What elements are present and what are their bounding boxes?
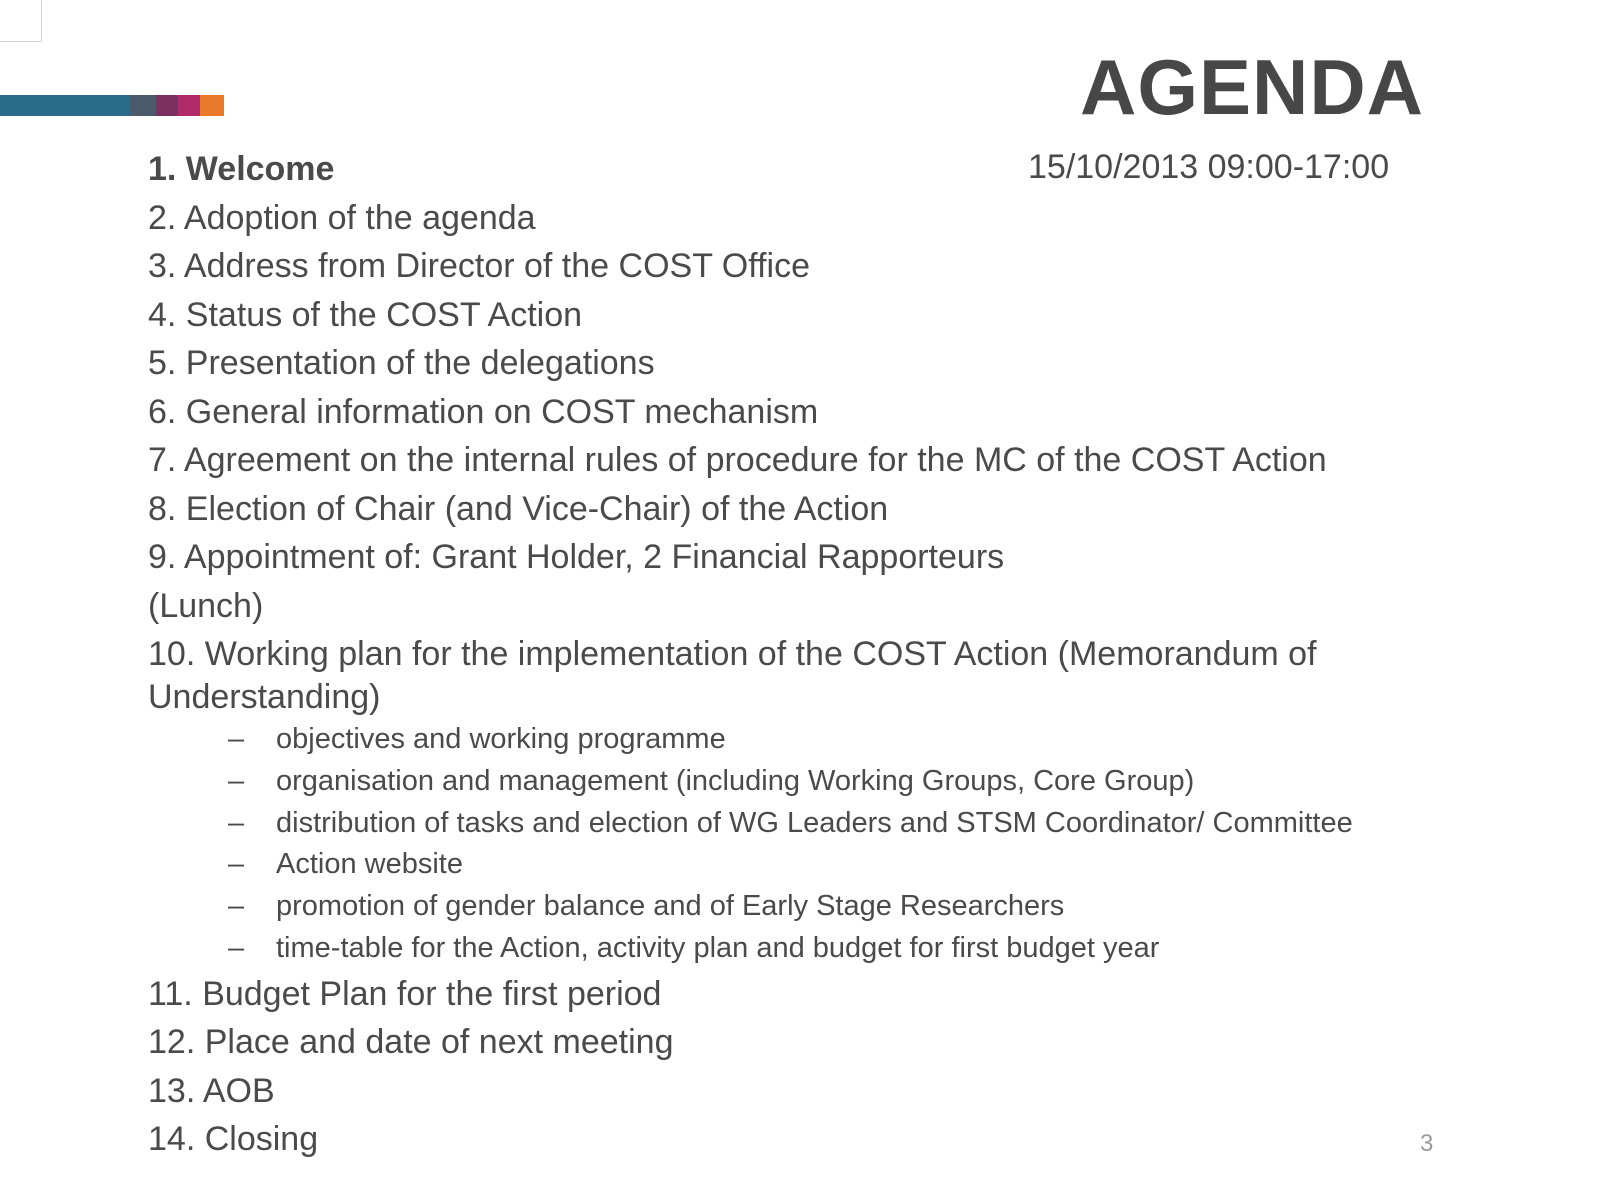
agenda-item-working-plan: 10. Working plan for the implementation of the COST Action (Memorandum of Understanding) — [148, 635, 1317, 716]
agenda-list — [148, 148, 1448, 1167]
working-plan-subitems — [148, 722, 1448, 966]
agenda-item-closing: 14. Closing — [148, 1120, 319, 1159]
subitem-text: time-table for the Action, activity plan and budget for first budget year — [276, 931, 1160, 964]
page-number: 3 — [1420, 1130, 1434, 1157]
color-bar-segment-plum — [156, 95, 178, 116]
dash-bullet: – — [228, 764, 245, 797]
dash-bullet: – — [228, 931, 245, 964]
subitem-website — [148, 847, 1448, 882]
corner-frame — [0, 0, 42, 42]
subitem-text: distribution of tasks and election of WG Leaders and STSM Coordinator/ Committee — [276, 806, 1353, 839]
agenda-item-adoption: 2. Adoption of the agenda — [148, 198, 536, 237]
slide-title: AGENDA — [1079, 43, 1424, 131]
subitem-organisation — [148, 764, 1448, 799]
agenda-item-address: 3. Address from Director of the COST Office — [148, 247, 810, 285]
dash-bullet: – — [228, 890, 245, 923]
dash-bullet: – — [228, 848, 245, 881]
agenda-item-internal-rules: 7. Agreement on the internal rules of procedure for the MC of the COST Action — [148, 441, 1327, 479]
dash-bullet: – — [228, 806, 245, 839]
meeting-datetime: 15/10/2013 09:00-17:00 — [1028, 148, 1390, 186]
agenda-item-appointment: 9. Appointment of: Grant Holder, 2 Financial Rapporteurs — [148, 538, 1005, 576]
subitem-gender-balance — [148, 889, 1448, 924]
agenda-item-general-info: 6. General information on COST mechanism — [148, 392, 819, 431]
color-bar-segment-blue — [0, 95, 130, 116]
agenda-item-election: 8. Election of Chair (and Vice-Chair) of the Action — [148, 489, 889, 528]
subitem-timetable — [148, 931, 1448, 966]
subitem-text: organisation and management (including Working Groups, Core Group) — [276, 764, 1195, 797]
color-bar-segment-orange — [200, 95, 224, 116]
subitem-text: Action website — [276, 848, 463, 881]
brand-color-bar — [0, 95, 224, 116]
agenda-item-delegations: 5. Presentation of the delegations — [148, 344, 655, 382]
agenda-item-welcome: 1. Welcome — [148, 150, 335, 188]
agenda-item-next-meeting: 12. Place and date of next meeting — [148, 1023, 674, 1062]
subitem-text: promotion of gender balance and of Early Stage Researchers — [276, 890, 1065, 923]
subitem-text: objectives and working programme — [276, 723, 726, 755]
subitem-distribution — [148, 806, 1448, 841]
color-bar-segment-slate — [130, 95, 156, 116]
agenda-item-budget-plan: 11. Budget Plan for the first period — [148, 974, 662, 1013]
agenda-item-aob: 13. AOB — [148, 1071, 275, 1110]
agenda-item-lunch: (Lunch) — [148, 586, 264, 625]
agenda-item-status: 4. Status of the COST Action — [148, 295, 583, 334]
subitem-objectives — [148, 722, 1448, 757]
color-bar-segment-magenta — [178, 95, 200, 116]
dash-bullet: – — [228, 723, 245, 755]
